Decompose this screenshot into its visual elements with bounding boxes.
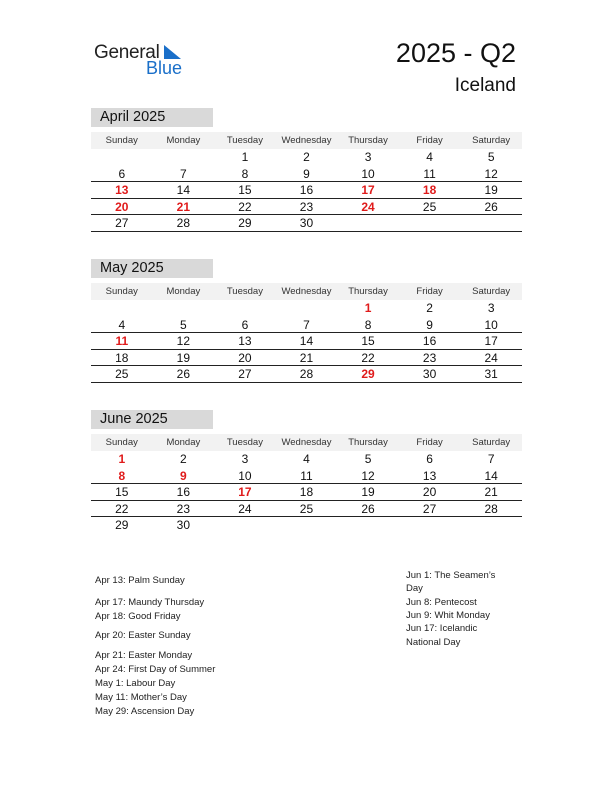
weekday-label: Friday bbox=[416, 437, 443, 448]
date-cell: 5 bbox=[364, 452, 372, 466]
date-cell: 12 bbox=[176, 334, 191, 348]
weekday-label: Monday bbox=[166, 437, 201, 448]
weekday-label: Tuesday bbox=[226, 135, 263, 146]
weekday-label: Thursday bbox=[348, 437, 388, 448]
date-cell: 23 bbox=[299, 199, 314, 214]
date-cell: 23 bbox=[422, 350, 437, 365]
date-cell: 22 bbox=[361, 350, 375, 365]
date-cell bbox=[214, 517, 276, 534]
date-cell: 15 bbox=[361, 334, 375, 348]
holiday-list-item: Apr 21: Easter Monday bbox=[95, 650, 193, 661]
weekday-label: Friday bbox=[416, 135, 443, 146]
date-cell: 25 bbox=[299, 501, 314, 516]
date-cell: 31 bbox=[484, 367, 498, 381]
date-cell bbox=[91, 300, 153, 317]
weekday-label: Tuesday bbox=[226, 437, 263, 448]
date-cell: 2 bbox=[180, 452, 187, 466]
holiday-list-item: May 11: Mother’s Day bbox=[95, 692, 187, 703]
date-cell: 13 bbox=[238, 334, 252, 348]
week-row bbox=[91, 215, 522, 232]
date-cell: 7 bbox=[487, 452, 495, 466]
date-cell bbox=[460, 215, 522, 231]
weekday-label: Monday bbox=[166, 286, 201, 297]
date-cell: 16 bbox=[422, 334, 437, 348]
date-cell: 9 bbox=[303, 166, 310, 181]
date-cell: 26 bbox=[361, 501, 375, 516]
date-cell: 16 bbox=[176, 485, 191, 499]
date-cell bbox=[153, 300, 215, 317]
holiday-date-cell: 20 bbox=[115, 199, 129, 214]
date-cell bbox=[276, 517, 338, 534]
week-row bbox=[91, 300, 522, 317]
holiday-list-item: May 29: Ascension Day bbox=[95, 706, 195, 717]
week-row bbox=[91, 468, 522, 485]
date-cell: 13 bbox=[422, 468, 437, 483]
holiday-date-cell: 1 bbox=[364, 301, 372, 315]
date-cell: 27 bbox=[238, 367, 252, 381]
date-cell bbox=[460, 517, 522, 534]
holiday-list-item: Jun 8: Pentecost bbox=[406, 597, 477, 608]
date-cell: 5 bbox=[487, 150, 495, 164]
week-row bbox=[91, 451, 522, 468]
weekday-label: Sunday bbox=[105, 286, 138, 297]
date-cell bbox=[399, 517, 461, 534]
date-cell: 10 bbox=[484, 317, 498, 332]
holiday-date-cell: 13 bbox=[115, 183, 129, 197]
date-cell: 11 bbox=[423, 166, 436, 181]
date-cell: 28 bbox=[176, 216, 191, 230]
holiday-list-item: Jun 17: Icelandic bbox=[406, 623, 478, 634]
date-cell: 6 bbox=[118, 166, 126, 181]
date-cell bbox=[399, 215, 461, 231]
date-cell: 25 bbox=[422, 199, 437, 214]
holiday-date-cell: 1 bbox=[118, 452, 126, 466]
weekday-label: Saturday bbox=[472, 286, 511, 297]
week-row bbox=[91, 166, 522, 183]
date-cell: 2 bbox=[426, 301, 433, 315]
page-title: 2025 - Q2 bbox=[395, 38, 516, 68]
date-cell: 8 bbox=[241, 166, 249, 181]
date-cell: 24 bbox=[238, 501, 252, 516]
holiday-list-item: Jun 1: The Seamen’s bbox=[406, 570, 496, 581]
week-row bbox=[91, 317, 522, 334]
date-cell bbox=[337, 517, 399, 534]
date-cell: 17 bbox=[484, 334, 498, 348]
month-title: April 2025 bbox=[91, 108, 213, 127]
date-cell: 28 bbox=[484, 501, 498, 516]
date-cell: 29 bbox=[115, 518, 129, 532]
date-cell: 10 bbox=[238, 468, 252, 483]
date-cell: 14 bbox=[176, 183, 191, 197]
date-cell: 9 bbox=[426, 317, 433, 332]
date-cell: 29 bbox=[238, 216, 252, 230]
date-cell: 21 bbox=[484, 485, 498, 499]
date-cell: 20 bbox=[422, 485, 437, 499]
date-cell: 20 bbox=[238, 350, 252, 365]
date-cell: 24 bbox=[484, 350, 498, 365]
date-cell: 30 bbox=[299, 216, 314, 230]
date-cell: 4 bbox=[118, 317, 126, 332]
holiday-list-item: Apr 17: Maundy Thursday bbox=[95, 597, 205, 608]
holiday-date-cell: 11 bbox=[115, 334, 129, 348]
logo-general-text: General bbox=[94, 42, 160, 63]
weekday-label: Tuesday bbox=[226, 286, 263, 297]
date-cell: 30 bbox=[176, 518, 191, 532]
date-cell: 21 bbox=[299, 350, 314, 365]
date-cell: 22 bbox=[238, 199, 252, 214]
weekday-header-row bbox=[91, 283, 522, 300]
holiday-date-cell: 17 bbox=[361, 183, 375, 197]
date-cell: 27 bbox=[422, 501, 437, 516]
month-title: June 2025 bbox=[91, 410, 213, 429]
logo-blue-text: Blue bbox=[146, 58, 183, 78]
weekday-label: Wednesday bbox=[281, 286, 332, 297]
date-cell: 15 bbox=[238, 183, 252, 197]
date-cell: 12 bbox=[484, 166, 498, 181]
logo bbox=[94, 40, 194, 80]
holiday-list-item: Apr 24: First Day of Summer bbox=[95, 664, 216, 675]
date-cell bbox=[276, 300, 338, 317]
date-cell: 18 bbox=[115, 350, 129, 365]
weekday-header-row bbox=[91, 434, 522, 451]
date-cell: 6 bbox=[241, 317, 249, 332]
date-cell: 3 bbox=[487, 301, 495, 315]
date-cell: 18 bbox=[299, 485, 314, 499]
date-cell: 3 bbox=[364, 150, 372, 164]
weekday-header-row bbox=[91, 132, 522, 149]
holiday-list-item: National Day bbox=[406, 637, 461, 648]
weekday-label: Thursday bbox=[348, 135, 388, 146]
week-row bbox=[91, 501, 522, 518]
date-cell: 2 bbox=[303, 150, 310, 164]
holiday-date-cell: 8 bbox=[118, 468, 126, 483]
date-cell: 1 bbox=[241, 150, 249, 164]
holiday-list-item: Day bbox=[406, 583, 423, 594]
date-cell: 4 bbox=[303, 452, 310, 466]
date-cell: 3 bbox=[241, 452, 249, 466]
country-name: Iceland bbox=[454, 75, 516, 96]
holiday-date-cell: 17 bbox=[238, 485, 252, 499]
date-cell: 14 bbox=[299, 334, 314, 348]
date-cell bbox=[214, 300, 276, 317]
holiday-date-cell: 29 bbox=[361, 367, 375, 381]
holiday-list-left bbox=[95, 574, 295, 724]
date-cell: 8 bbox=[364, 317, 372, 332]
holiday-list-item: Apr 18: Good Friday bbox=[95, 611, 181, 622]
week-row bbox=[91, 149, 522, 166]
date-cell bbox=[337, 215, 399, 231]
date-cell bbox=[153, 149, 215, 166]
holiday-list-right bbox=[406, 569, 536, 659]
month-block bbox=[91, 108, 522, 232]
holiday-list-item: Jun 9: Whit Monday bbox=[406, 610, 490, 621]
weekday-label: Thursday bbox=[348, 286, 388, 297]
weekday-label: Friday bbox=[416, 286, 443, 297]
date-cell: 7 bbox=[303, 317, 310, 332]
week-row bbox=[91, 199, 522, 216]
date-cell: 15 bbox=[115, 485, 129, 499]
date-cell: 27 bbox=[115, 216, 129, 230]
date-cell: 19 bbox=[176, 350, 191, 365]
date-cell: 25 bbox=[115, 367, 129, 381]
holiday-date-cell: 21 bbox=[176, 199, 191, 214]
weekday-label: Wednesday bbox=[281, 437, 332, 448]
date-cell: 19 bbox=[361, 485, 375, 499]
date-cell: 28 bbox=[299, 367, 314, 381]
week-row bbox=[91, 182, 522, 199]
holiday-date-cell: 24 bbox=[361, 199, 375, 214]
date-cell: 11 bbox=[300, 468, 313, 483]
week-row bbox=[91, 484, 522, 501]
date-cell: 5 bbox=[180, 317, 187, 332]
date-cell bbox=[91, 149, 153, 166]
month-block bbox=[91, 410, 522, 534]
date-cell: 26 bbox=[484, 199, 498, 214]
month-block bbox=[91, 259, 522, 383]
weekday-label: Saturday bbox=[472, 437, 511, 448]
date-cell: 16 bbox=[299, 183, 314, 197]
holiday-date-cell: 9 bbox=[180, 468, 187, 483]
date-cell: 12 bbox=[361, 468, 375, 483]
date-cell: 4 bbox=[426, 150, 433, 164]
week-row bbox=[91, 517, 522, 534]
weekday-label: Wednesday bbox=[281, 135, 332, 146]
weekday-label: Sunday bbox=[105, 437, 138, 448]
date-cell: 30 bbox=[422, 367, 437, 381]
weekday-label: Monday bbox=[166, 135, 201, 146]
date-cell: 19 bbox=[484, 183, 498, 197]
holiday-list-item: May 1: Labour Day bbox=[95, 678, 176, 689]
date-cell: 22 bbox=[115, 501, 129, 516]
week-row bbox=[91, 350, 522, 367]
date-cell: 10 bbox=[361, 166, 375, 181]
holiday-list-item: Apr 20: Easter Sunday bbox=[95, 630, 191, 641]
date-cell: 14 bbox=[484, 468, 498, 483]
holiday-list-item: Apr 13: Palm Sunday bbox=[95, 575, 185, 586]
date-cell: 6 bbox=[426, 452, 433, 466]
weekday-label: Sunday bbox=[105, 135, 138, 146]
date-cell: 7 bbox=[180, 166, 187, 181]
holiday-date-cell: 18 bbox=[422, 183, 437, 197]
week-row bbox=[91, 333, 522, 350]
weekday-label: Saturday bbox=[472, 135, 511, 146]
date-cell: 23 bbox=[176, 501, 191, 516]
month-title: May 2025 bbox=[91, 259, 213, 278]
week-row bbox=[91, 366, 522, 383]
date-cell: 26 bbox=[176, 367, 191, 381]
